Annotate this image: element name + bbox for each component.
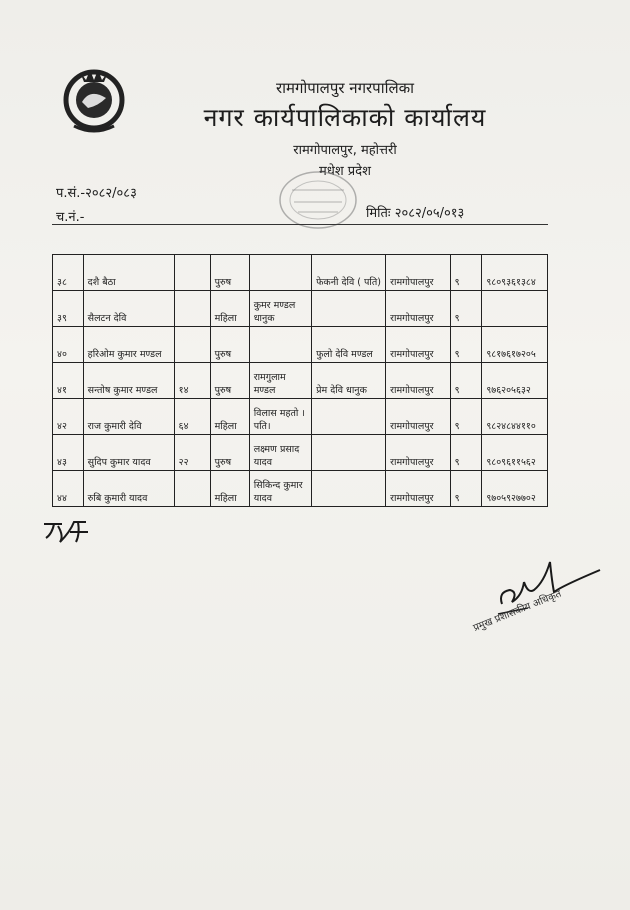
- office-stamp-icon: [270, 160, 370, 240]
- table-row: [53, 327, 548, 363]
- cell-father: [249, 255, 311, 291]
- cell-gender: पुरुष: [210, 255, 249, 291]
- cell-spouse: [312, 291, 386, 327]
- cell-no: ३८: [53, 255, 84, 291]
- cell-gender: पुरुष: [210, 327, 249, 363]
- cell-age: [174, 255, 210, 291]
- beneficiary-table: [52, 254, 548, 507]
- officer-designation: प्रमुख प्रशासकीय अधिकृत: [471, 588, 564, 634]
- table-row: [53, 435, 548, 471]
- cell-no: ३९: [53, 291, 84, 327]
- cell-no: ४२: [53, 399, 84, 435]
- cell-age: ६४: [174, 399, 210, 435]
- date-value: २०८२/०५/०१३: [394, 206, 465, 221]
- cell-father: [249, 327, 311, 363]
- signature-left-icon: [40, 512, 100, 548]
- cell-phone: ९७०५९२७७०२: [482, 471, 548, 507]
- table-row: [53, 291, 548, 327]
- cell-age: [174, 327, 210, 363]
- cell-address: रामगोपालपुर: [386, 471, 451, 507]
- cell-spouse: फुलो देवि मण्डल: [312, 327, 386, 363]
- cell-phone: ९८०९६११५६२: [482, 435, 548, 471]
- cell-name: सन्तोष कुमार मण्डल: [83, 363, 174, 399]
- cell-ward: ९: [450, 399, 482, 435]
- cell-spouse: [312, 435, 386, 471]
- table-row: [53, 471, 548, 507]
- cell-no: ४३: [53, 435, 84, 471]
- cell-spouse: फेकनी देवि ( पति): [312, 255, 386, 291]
- office-address: रामगोपालपुर, महोत्तरी: [293, 143, 397, 158]
- letter-date: [366, 203, 464, 221]
- cell-no: ४०: [53, 327, 84, 363]
- municipality-name: रामगोपालपुर नगरपालिका: [275, 79, 415, 97]
- cell-address: रामगोपालपुर: [386, 399, 451, 435]
- cell-ward: ९: [450, 435, 482, 471]
- cell-father: विलास महतो । पति।: [249, 399, 311, 435]
- cell-ward: ९: [450, 471, 482, 507]
- cell-ward: ९: [450, 327, 482, 363]
- cell-spouse: [312, 471, 386, 507]
- office-title: नगर कार्यपालिकाको कार्यालय: [203, 103, 487, 132]
- province-name: मधेश प्रदेश: [319, 164, 371, 179]
- cell-spouse: प्रेम देवि धानुक: [312, 363, 386, 399]
- reference-number: प.सं.-२०८२/०८३: [56, 186, 137, 201]
- cell-name: रुबि कुमारी यादव: [83, 471, 174, 507]
- cell-phone: ९८१७६१७२०५: [482, 327, 548, 363]
- date-label: मितिः: [366, 206, 391, 221]
- cell-name: दशै बैठा: [83, 255, 174, 291]
- cell-gender: पुरुष: [210, 435, 249, 471]
- cell-gender: महिला: [210, 399, 249, 435]
- cell-ward: ९: [450, 291, 482, 327]
- cell-phone: ९८०९३६१३८४: [482, 255, 548, 291]
- cell-father: सिकिन्द कुमार यादव: [249, 471, 311, 507]
- cell-address: रामगोपालपुर: [386, 291, 451, 327]
- cell-gender: महिला: [210, 471, 249, 507]
- cell-phone: [482, 291, 548, 327]
- table-row: [53, 255, 548, 291]
- cell-father: कुमर मण्डल धानुक: [249, 291, 311, 327]
- cell-age: १४: [174, 363, 210, 399]
- table-row: [53, 363, 548, 399]
- cell-no: ४१: [53, 363, 84, 399]
- cell-age: २२: [174, 435, 210, 471]
- cell-name: सैलटन देवि: [83, 291, 174, 327]
- cell-address: रामगोपालपुर: [386, 435, 451, 471]
- cell-gender: पुरुष: [210, 363, 249, 399]
- cell-age: [174, 471, 210, 507]
- cell-gender: महिला: [210, 291, 249, 327]
- cell-ward: ९: [450, 363, 482, 399]
- cell-phone: ९८२४८४४११०: [482, 399, 548, 435]
- cell-father: रामगुलाम मण्डल: [249, 363, 311, 399]
- cell-name: सुदिप कुमार यादव: [83, 435, 174, 471]
- dispatch-number: च.नं.-: [56, 210, 85, 225]
- cell-address: रामगोपालपुर: [386, 255, 451, 291]
- cell-name: राज कुमारी देवि: [83, 399, 174, 435]
- cell-spouse: [312, 399, 386, 435]
- cell-father: लक्ष्मण प्रसाद यादव: [249, 435, 311, 471]
- cell-ward: ९: [450, 255, 482, 291]
- header-divider: [52, 224, 548, 225]
- cell-name: हरिओम कुमार मण्डल: [83, 327, 174, 363]
- cell-phone: ९७६२०५६३२: [482, 363, 548, 399]
- cell-address: रामगोपालपुर: [386, 327, 451, 363]
- cell-no: ४४: [53, 471, 84, 507]
- cell-age: [174, 291, 210, 327]
- cell-address: रामगोपालपुर: [386, 363, 451, 399]
- table-row: [53, 399, 548, 435]
